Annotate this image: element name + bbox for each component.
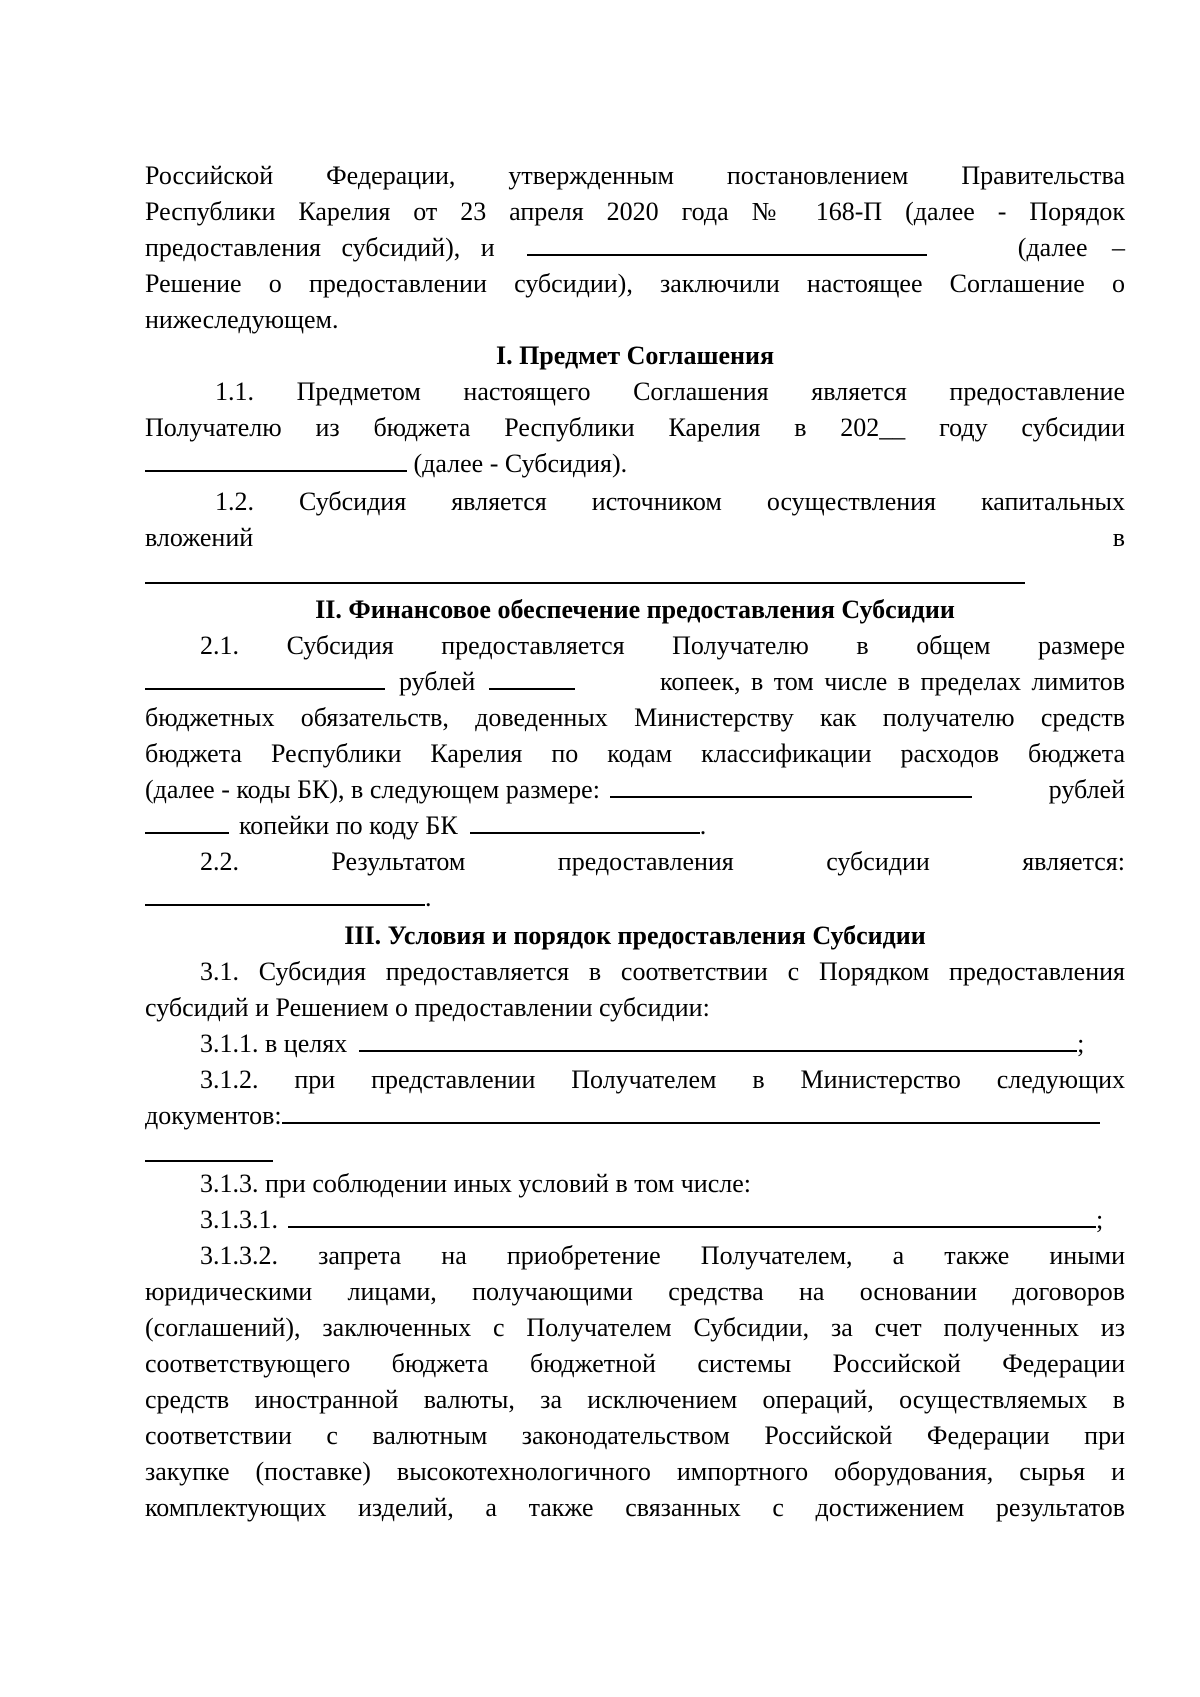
- p12-line-2-end: в: [1112, 523, 1125, 552]
- decision-blank[interactable]: [527, 230, 927, 256]
- p3132-line-5: средств иностранной валюты, за исключением операций, осуществляемых в: [145, 1385, 1125, 1414]
- p31-line-2: субсидий и Решением о предоставлении субсидии:: [145, 993, 710, 1022]
- p311-line: [200, 1026, 1125, 1062]
- intro-line-2: Республики Карелия от 23 апреля 2020 года № 168-П (далее - Порядок: [145, 197, 1125, 226]
- section-3-title: III. Условия и порядок предоставления Субсидии: [344, 921, 926, 950]
- p3132-line-4: соответствующего бюджета бюджетной системы Российской Федерации: [145, 1349, 1125, 1378]
- p22-line-1: 2.2. Результатом предоставления субсидии является:: [200, 847, 1125, 876]
- section-2-title: II. Финансовое обеспечение предоставления Субсидии: [315, 595, 955, 624]
- p11-line-3: [145, 446, 1125, 482]
- p3132-line-3: (соглашений), заключенных с Получателем Субсидии, за счет полученных из: [145, 1313, 1125, 1342]
- p21-line-6-text: копейки по коду БК: [239, 811, 458, 840]
- p22-line-2-end: .: [425, 883, 432, 912]
- p3132-line-6: соответствии с валютным законодательством Российской Федерации при: [145, 1421, 1125, 1450]
- amount-kopecks-blank[interactable]: [489, 664, 575, 690]
- p3132-line-2: юридическими лицами, получающими средства на основании договоров: [145, 1277, 1125, 1306]
- amount-rubles-blank[interactable]: [145, 664, 385, 690]
- p31-line-1: 3.1. Субсидия предоставляется в соответствии с Порядком предоставления: [200, 957, 1125, 986]
- p12-line-1: 1.2. Субсидия является источником осуществления капитальных: [215, 487, 1125, 516]
- p21-line-5: [145, 772, 1125, 808]
- documents-blank[interactable]: [282, 1098, 1100, 1124]
- result-blank[interactable]: [145, 880, 425, 906]
- documents-blank-continuation[interactable]: [145, 1160, 273, 1162]
- p21-line-3: бюджетных обязательств, доведенных Министерству как получателю средств: [145, 703, 1125, 732]
- p21-line-1: 2.1. Субсидия предоставляется Получателю в общем размере: [200, 631, 1125, 660]
- p21-line-6: [145, 808, 1125, 844]
- p11-line-1: 1.1. Предметом настоящего Соглашения является предоставление: [215, 377, 1125, 406]
- p21-line-2: [145, 664, 1125, 700]
- p21-rubles-label: рублей: [399, 667, 476, 696]
- p3131-end: ;: [1096, 1205, 1104, 1234]
- p3131-text: 3.1.3.1.: [200, 1205, 278, 1234]
- p11-line-3-text: (далее - Субсидия).: [413, 449, 628, 478]
- other-condition-blank[interactable]: [288, 1202, 1096, 1228]
- bk-kopecks-blank[interactable]: [145, 808, 229, 834]
- p21-line-5-text: (далее - коды БК), в следующем размере:: [145, 775, 600, 804]
- p21-line-2-text: копеек, в том числе в пределах лимитов: [660, 667, 1125, 696]
- section-1-title: I. Предмет Соглашения: [495, 341, 775, 370]
- bk-rubles-blank[interactable]: [610, 772, 972, 798]
- p313-line: 3.1.3. при соблюдении иных условий в том числе:: [200, 1169, 751, 1198]
- p21-line-5-end: рублей: [1048, 775, 1125, 804]
- p11-line-2: Получателю из бюджета Республики Карелия в 202__ году субсидии: [145, 413, 1125, 442]
- purpose-blank[interactable]: [359, 1026, 1077, 1052]
- p312-line-2-text: документов:: [145, 1101, 282, 1130]
- p22-line-2: [145, 880, 1125, 916]
- p3132-line-1: 3.1.3.2. запрета на приобретение Получателем, а также иными: [200, 1241, 1125, 1270]
- intro-line-3-text: предоставления субсидий), и: [145, 233, 495, 262]
- p12-line-2: [145, 520, 1125, 556]
- bk-code-blank[interactable]: [470, 808, 700, 834]
- p311-end: ;: [1077, 1029, 1085, 1058]
- p312-line-2: [145, 1098, 1125, 1134]
- subsidy-name-blank[interactable]: [145, 446, 407, 472]
- p21-line-4: бюджета Республики Карелия по кодам классификации расходов бюджета: [145, 739, 1125, 768]
- intro-line-3-end: (далее –: [1017, 233, 1125, 262]
- intro-line-1: Российской Федерации, утвержденным постановлением Правительства: [145, 161, 1125, 190]
- p3132-line-8: комплектующих изделий, а также связанных с достижением результатов: [145, 1493, 1125, 1522]
- p311-text: 3.1.1. в целях: [200, 1029, 348, 1058]
- p12-line-2-text: вложений: [145, 523, 254, 552]
- capital-investment-blank[interactable]: [145, 582, 1025, 584]
- intro-line-4: Решение о предоставлении субсидии), заключили настоящее Соглашение о: [145, 269, 1125, 298]
- p3131-line: [200, 1202, 1125, 1238]
- intro-line-3: [145, 230, 1125, 266]
- intro-line-5: нижеследующем.: [145, 305, 339, 334]
- p21-line-6-end: .: [699, 811, 707, 840]
- p3132-line-7: закупке (поставке) высокотехнологичного импортного оборудования, сырья и: [145, 1457, 1125, 1486]
- p312-line-1: 3.1.2. при представлении Получателем в Министерство следующих: [200, 1065, 1125, 1094]
